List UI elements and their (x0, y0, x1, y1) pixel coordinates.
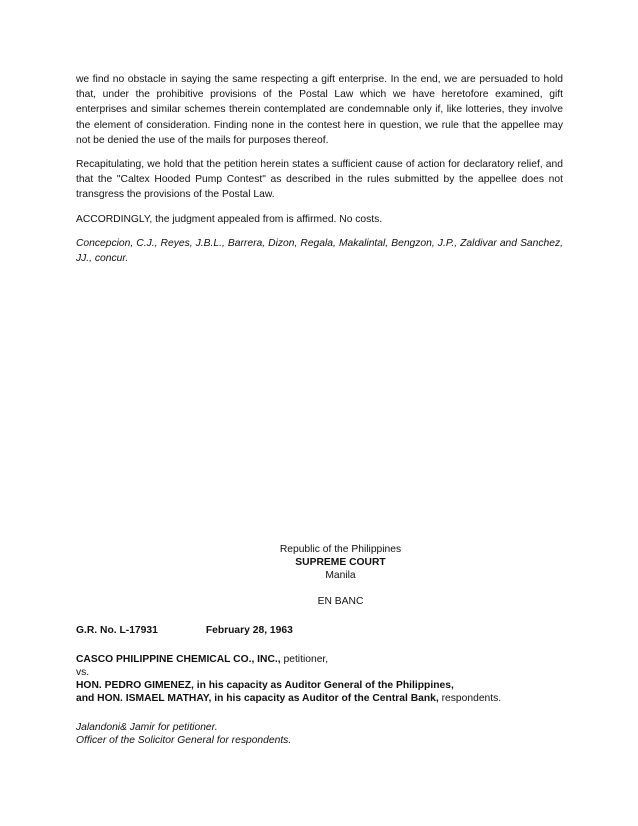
gr-number: G.R. No. L-17931 (76, 625, 158, 636)
opinion-body (76, 72, 563, 275)
petitioner-line (76, 653, 563, 666)
versus-line: vs. (76, 667, 90, 678)
republic-line: Republic of the Philippines (279, 544, 402, 555)
paragraph-concurring-justices: Concepcion, C.J., Reyes, J.B.L., Barrera, Dizon, Regala, Makalintal, Bengzon, J.P., Zaldivar and Sanchez, JJ., concur. (76, 237, 563, 265)
court-city: Manila (325, 570, 356, 581)
respondent-two-line (76, 692, 563, 705)
petitioner-name: CASCO PHILIPPINE CHEMICAL CO., INC., (76, 654, 281, 665)
paragraph-gift-enterprise: we find no obstacle in saying the same respecting a gift enterprise. In the end, we are persuaded to hold that, under the prohibitive provisions of the Postal Law which we have heretofore examined, gift enterprises and similar schemes therein contemplated are condemnable only if, like lotteries, they involve the element of consideration. Finding none in the contest here in question, we rule that the appellee may not be denied the use of the mails for purposes thereof. (76, 74, 563, 146)
counsel-petitioner: Jalandoni& Jamir for petitioner. (76, 722, 218, 733)
counsel-block (76, 721, 563, 747)
court-division: EN BANC (317, 596, 364, 607)
case-number-line (76, 624, 563, 637)
counsel-respondents: Officer of the Solicitor General for respondents. (76, 735, 292, 746)
paragraph-accordingly: ACCORDINGLY, the judgment appealed from is affirmed. No costs. (76, 213, 383, 225)
respondent-two-role: respondents. (438, 693, 502, 704)
court-name: SUPREME COURT (295, 557, 386, 568)
paragraph-recapitulating: Recapitulating, we hold that the petition herein states a sufficient cause of action for declaratory relief, and that the "Caltex Hooded Pump Contest" as described in the rules submitted by the appellee does not transgress the provisions of the Postal Law. (76, 159, 563, 201)
respondent-two-name: and HON. ISMAEL MATHAY, in his capacity as Auditor of the Central Bank, (76, 693, 439, 704)
case-header (76, 543, 563, 747)
respondent-one: HON. PEDRO GIMENEZ, in his capacity as Auditor General of the Philippines, (76, 680, 454, 691)
case-parties (76, 653, 563, 705)
decision-date: February 28, 1963 (205, 625, 293, 636)
petitioner-role: petitioner, (280, 654, 329, 665)
